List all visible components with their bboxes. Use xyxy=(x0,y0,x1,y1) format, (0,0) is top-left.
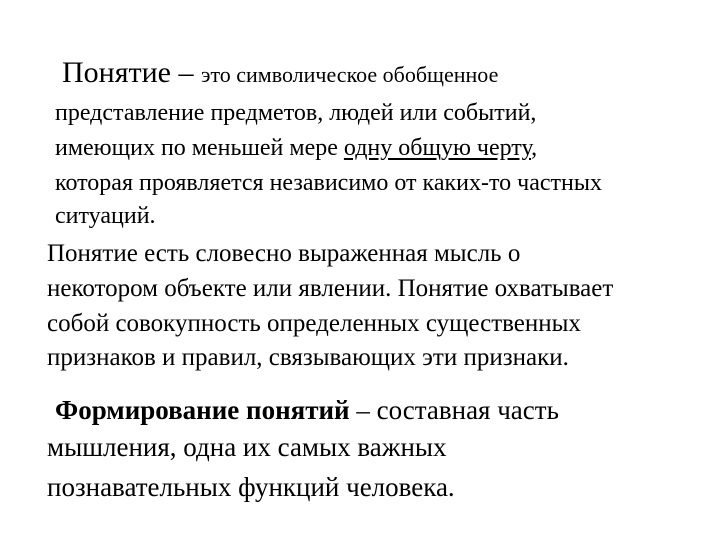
para1-underlined-phrase: одну общую черту xyxy=(343,135,532,161)
para1-line1-rest: это символическое обобщенное xyxy=(201,62,499,87)
para1-line3-post: , xyxy=(531,135,538,161)
para1-line4: которая проявляется независимо от каких-то частных xyxy=(55,170,602,196)
para1-line3 xyxy=(55,136,537,160)
para2-line4: признаков и правил, связывающих эти признаки. xyxy=(47,344,569,371)
para1-term: Понятие xyxy=(62,56,171,89)
para1-dash: – xyxy=(171,56,201,89)
para3-line1 xyxy=(55,397,559,424)
para1-line5: ситуаций. xyxy=(55,203,156,229)
para1-line2: представление предметов, людей или событий, xyxy=(55,100,537,126)
para1-line3-pre: имеющих по меньшей мере xyxy=(55,135,344,161)
para2-line3: собой совокупность определенных существенных xyxy=(47,310,581,337)
para1-line1 xyxy=(62,58,498,88)
para2-line2: некотором объекте или явлении. Понятие охватывает xyxy=(47,275,614,302)
para3-line1-rest: – составная часть xyxy=(349,395,559,425)
para2-line1: Понятие есть словесно выраженная мысль о xyxy=(47,240,521,267)
para3-line3: познавательных функций человека. xyxy=(47,472,455,502)
para3-term: Формирование понятий xyxy=(55,395,350,425)
para3-line2: мышления, одна их самых важных xyxy=(47,432,447,462)
